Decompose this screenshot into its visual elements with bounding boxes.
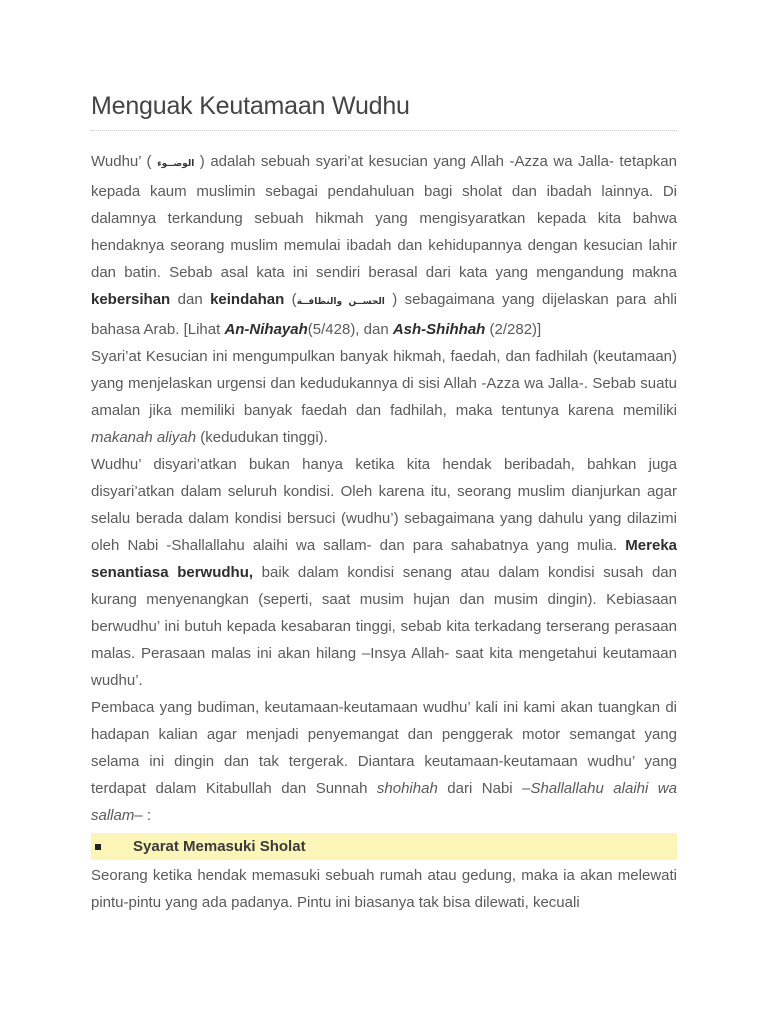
text-run: Wudhu’ disyari’atkan bukan hanya ketika kita hendak beribadah, bahkan juga disyari’atkan dalam seluruh kondisi. Oleh karena itu, seorang muslim dianjurkan agar selalu berada dalam kondisi bersuci (wudhu’) sebagaimana yang dahulu yang dilazimi oleh Nabi -Shallallahu alaihi wa sallam- dan para sahabatnya yang mulia. — [91, 456, 677, 554]
text-run: Wudhu’ ( — [91, 153, 158, 170]
text-run: Pembaca yang budiman, keutamaan-keutamaan wudhu’ kali ini kami akan tuangkan di hadapan kalian agar menjadi penyemangat dan penggerak motor semangat yang selama ini dingin dan tak tergerak. Diantara keutamaan-keutamaan wudhu’ yang terdapat dalam Kitabullah dan Sunnah — [91, 699, 677, 797]
paragraph-5: Seorang ketika hendak memasuki sebuah rumah atau gedung, maka ia akan melewati pintu-pintu yang ada padanya. Pintu ini biasanya tak bisa dilewati, kecuali — [91, 867, 677, 911]
text-run: Syari’at Kesucian ini mengumpulkan banyak hikmah, faedah, dan fadhilah (keutamaan) yang menjelaskan urgensi dan kedudukannya di sisi Allah -Azza wa Jalla-. Sebab suatu amalan jika memiliki banyak faedah dan fadhilah, maka tentunya karena memiliki — [91, 348, 677, 419]
paragraph-2 — [91, 343, 677, 451]
text-run: (2/282)] — [485, 321, 542, 338]
paragraph-4 — [91, 694, 677, 829]
text-run: ( — [284, 291, 297, 308]
text-run: baik dalam kondisi senang atau dalam kondisi susah dan kurang menyenangkan (seperti, saat musim hujan dan musim dingin). Kebiasaan berwudhu’ ini butuh kepada kesabaran tinggi, sebab kita terkadang terserang perasaan malas. Perasaan malas ini akan hilang –Insya Allah- saat kita mengetahui keutamaan wudhu’. — [91, 564, 677, 689]
square-bullet-icon — [95, 844, 101, 850]
bold-term: keindahan — [210, 291, 285, 308]
text-run: ) sebagaimana yang dijelaskan para ahli bahasa Arab. [Lihat — [91, 291, 677, 338]
page-title: Menguak Keutamaan Wudhu — [91, 92, 410, 120]
text-run: ) adalah sebuah syari’at kesucian yang Allah -Azza wa Jalla- tetapkan kepada kaum muslimin sebagai pendahuluan bagi sholat dan ibadah lainnya. Di dalamnya terkandung sebuah hikmah yang mengisyaratkan kepada kita bahwa hendaknya seorang muslim memulai ibadah dan kehidupannya dengan kesucian lahir dan batin. Sebab asal kata ini sendiri berasal dari kata yang mengandung makna — [91, 153, 677, 281]
section-heading-text: Syarat Memasuki Sholat — [133, 838, 306, 855]
bold-term: kebersihan — [91, 291, 171, 308]
text-run: (5/428), dan — [307, 321, 393, 338]
reference-title: An-Nihayah — [224, 321, 308, 338]
title-divider — [91, 130, 677, 131]
section-heading — [91, 833, 677, 860]
italic-term: shohihah — [376, 780, 438, 797]
paragraph-1 — [91, 148, 677, 343]
arabic-term-wudhu: الوضــوء — [157, 159, 195, 169]
italic-term: Shallallahu alaihi wa sallam — [91, 780, 677, 824]
arabic-term-husn: الحســن والنظافــة — [296, 297, 385, 307]
italic-term: makanah aliyah — [91, 429, 197, 446]
paragraph-3 — [91, 451, 677, 694]
text-run: – : — [134, 807, 152, 824]
bold-phrase: Mereka senantiasa berwudhu, — [91, 537, 677, 581]
text-run: dari Nabi – — [437, 780, 531, 797]
text-run: (kedudukan tinggi). — [196, 429, 328, 446]
text-run: dan — [170, 291, 211, 308]
article-body — [91, 148, 677, 916]
reference-title: Ash-Shihhah — [392, 321, 486, 338]
